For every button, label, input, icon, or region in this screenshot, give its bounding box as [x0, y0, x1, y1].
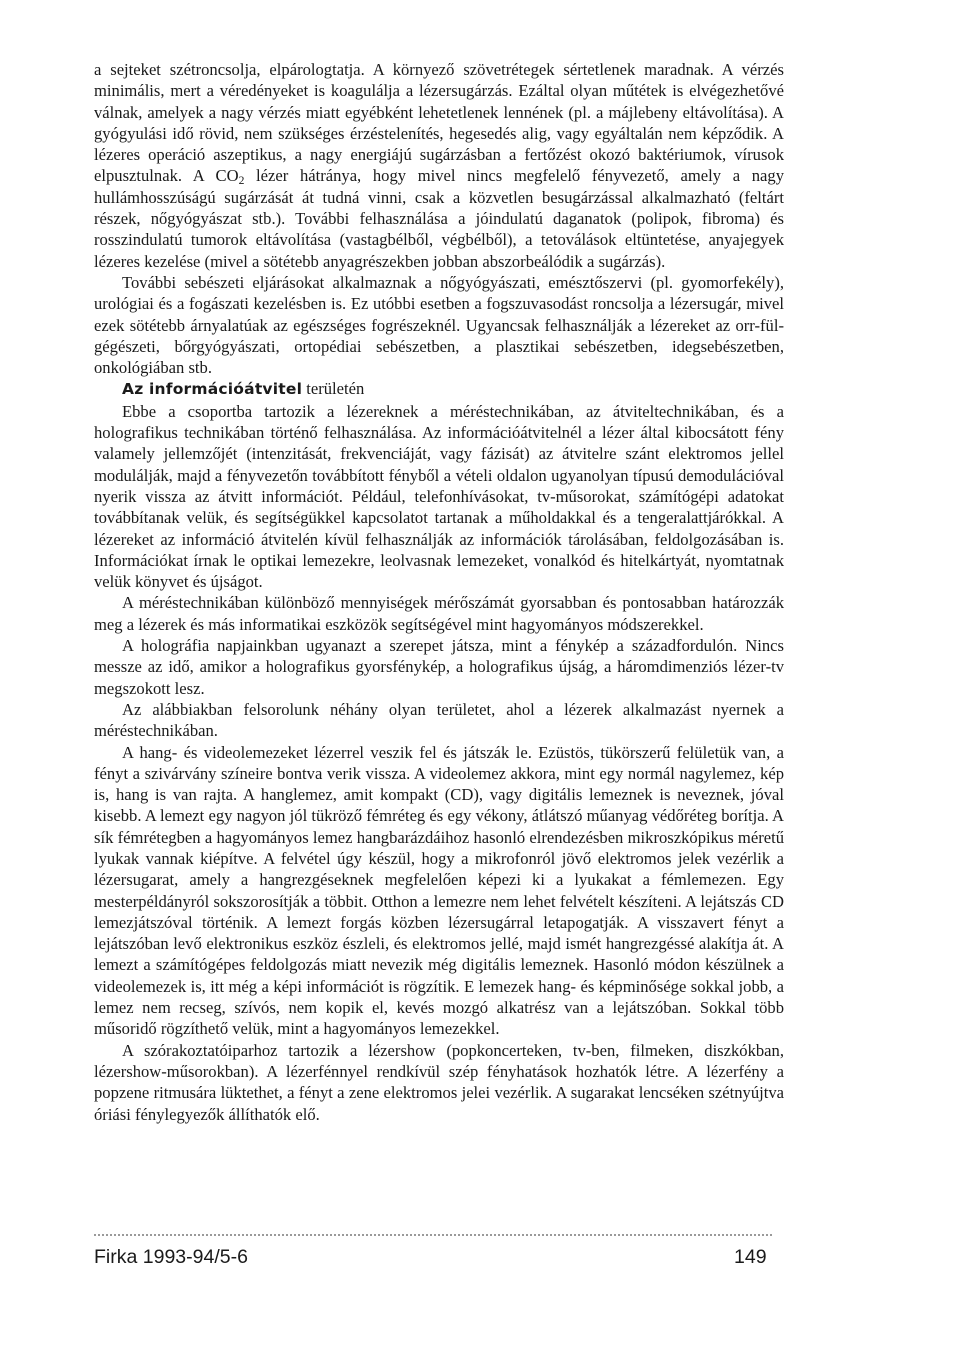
paragraph: A holográfia napjainkban ugyanazt a szerepet játsza, mint a fénykép a századfordulón. Nincs messze az idő, amikor a holografikus gyorsfénykép, a holografikus újság, a háromdimenziós lézer-tv megszokott lesz.	[94, 636, 784, 698]
section-heading-rest: területén	[302, 379, 365, 399]
page-number: 149	[734, 1246, 767, 1268]
paragraph	[94, 59, 784, 272]
page-body-text	[94, 59, 784, 1125]
paragraph: A szórakoztatóiparhoz tartozik a lézershow (popkoncerteken, tv-ben, filmeken, diszkókban, lézershow-műsorokban). A lézerfénnyel rendkívül szép fényhatások hozhatók létre. A lézerfény a popzene ritmusára lüktethet, a fényt a zene elektromos jelei vezérlik. A sugarakat lencséken szétnyújtva óriási fénylegyezők állíthatók elő.	[94, 1040, 784, 1124]
footer-divider	[94, 1234, 772, 1236]
section-heading-bold: Az információátvitel	[122, 380, 303, 399]
subscript: 2	[238, 174, 245, 188]
journal-title: Firka 1993-94/5-6	[94, 1246, 248, 1268]
section-heading	[94, 378, 784, 400]
paragraph: A hang- és videolemezeket lézerrel veszik fel és játszák le. Ezüstös, tükörszerű felületük van, a fényt a szivárvány színeire bontva verik vissza. A videolemez akkora, mint egy normál nagylemez, kép is, hang is van rajta. A hanglemez, amit kompakt (CD), vagy digitális lemeznek is neveznek, jóval kisebb. A lemezt egy nagyon jól tükröző fémréteg és egy vékony, átlátszó műanyag védőréteg borítja. A sík fémrétegben a hagyományos lemez hangbarázdáihoz hasonló elrendezésben mikroszkópikus méretű lyukak vannak kiépítve. A felvétel úgy készül, hogy a mikrofonról jövő elektromos jelek vezérlik a lézersugarat, amely a hangrezgéseknek megfelelően képezi ki a lyukakat a fémlemezen. Egy mesterpéldányról sokszorosítják a többit. Otthon a lemezre nem lehet felvételt készíteni. A lejátszás CD lemezjátszóval történik. A lemezt forgás közben lézersugárral letapogatják. A visszavert fényt a lejátszóban levő elektronikus eszköz észleli, és elektromos jellé, majd ismét hangrezgéssé alakítja át. A lemezt a számítógépes feldolgozás miatt nevezik még digitális lemeznek. Hasonló módon készülnek a videolemezek is, itt még a képi információt is rögzítik. E lemezek hang- és képminősége sokkal jobb, a lemez nem recseg, szívós, nem kopik el, kevés mozgó alkatrész van a lejátszóban. Sokkal több műsoridő rögzíthető velük, mint a hagyományos lemezekkel.	[94, 742, 784, 1039]
paragraph-text: a sejteket szétroncsolja, elpárologtatja. A környező szövetrétegek sértetlenek maradnak. A vérzés minimális, mert a véredényeket is koagulálja a lézersugárzás. Ezáltal olyan műtétek is elvégezhetővé válnak, amelyek a nagy vérzés miatt egyébként lehetetlenek lennének (pl. a májlebeny eltávolítása). A gyógyulási idő rövid, nem szükséges érzéstelenítés, hegesedés alig, vagy egyáltalán nem képződik. A lézeres operáció aszeptikus, a nagy energiájú sugárzásban a fertőzést okozó baktériumok, vírusok elpusztulnak. A CO	[94, 60, 784, 186]
paragraph: Az alábbiakban felsorolunk néhány olyan területet, ahol a lézerek alkalmazást nyernek a méréstechnikában.	[94, 699, 784, 741]
paragraph-text: lézer hátránya, hogy mivel nincs megfelelő fényvezető, amely a nagy hullámhosszúságú sugárzását át tudná vinni, csak a közvetlen besugárzással alkalmazható (feltárt részek, nőgyógyászat stb.). További felhasználása a jóindulatú daganatok (polipok, fibroma) és rosszindulatú tumorok eltávolítása (vastagbélből, végbélből), a tetoválások eltüntetése, anyajegyek lézeres kezelése (mivel a sötétebb anyagrészekben jobban abszorbeálódik a sugárzás).	[94, 166, 784, 271]
paragraph: További sebészeti eljárásokat alkalmaznak a nőgyógyászati, emésztőszervi (pl. gyomorfekély), urológiai és a fogászati kezelésben is. Ez utóbbi esetben a fogszuvasodást roncsolja a lézersugár, mivel ezek sötétebb árnyalatúak az egészséges fogrészeknél. Ugyancsak felhasználják a lézereket az orr-fül-gégészeti, bőrgyógyászati, ortopédiai sebészetben, a plasztikai sebészetben, idegsebészetben, onkológiában stb.	[94, 272, 784, 378]
paragraph: Ebbe a csoportba tartozik a lézereknek a méréstechnikában, az átviteltechnikában, és a holografikus technikában történő felhasználása. Az információátvitelnél a lézer által kibocsátott fény valamely jellemzőjét (intenzitását, frekvenciáját, vagy fázisát) az átvitelre szánt elektromos jellel modulálják, majd a fényvezetőn továbbított fényből a vételi oldalon ugyanolyan típusú demodulációval nyerik vissza az átvitt információt. Például, telefonhívásokat, tv-műsorokat, számítógépi adatokat továbbítanak velük, és segítségükkel kapcsolatot tartanak a műholdakkal és a tengeralattjárókkal. A lézereket az információ átvitelén kívül felhasználják az információk tárolásában, feldolgozásában is. Információkat írnak le optikai lemezekre, leolvasnak lemezeket, vonalkód és hitelkártyát, nyomtatnak velük könyvet és újságot.	[94, 401, 784, 592]
paragraph: A méréstechnikában különböző mennyiségek mérőszámát gyorsabban és pontosabban határozzák meg a lézerek és más informatikai eszközök segítségével mint hagyományos módszerekkel.	[94, 593, 784, 634]
